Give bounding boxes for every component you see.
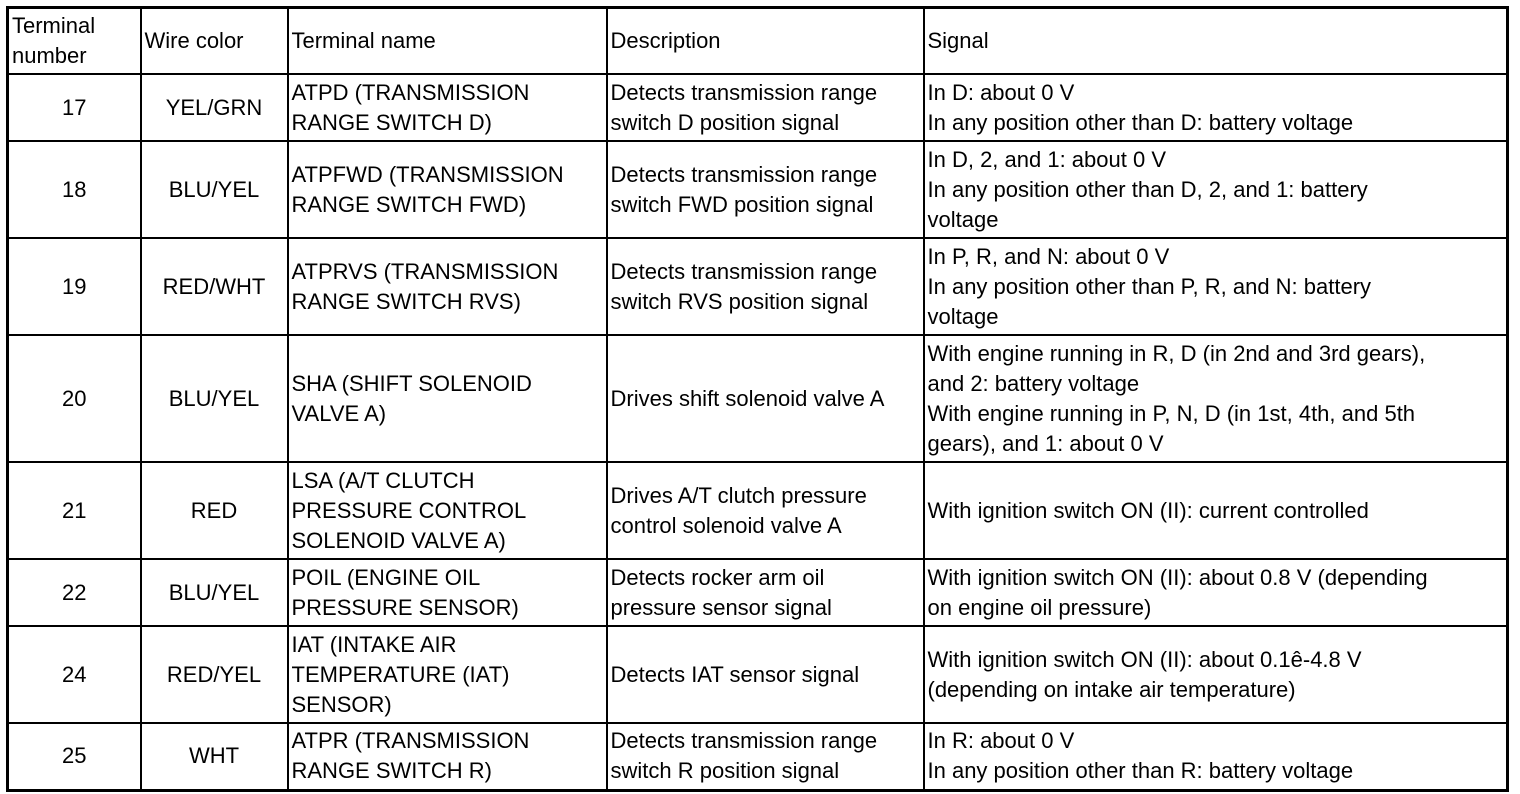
cell-terminal-name: POIL (ENGINE OIL PRESSURE SENSOR): [288, 559, 607, 626]
cell-signal: In R: about 0 V In any position other than R: battery voltage: [924, 723, 1508, 790]
cell-signal: With ignition switch ON (II): about 0.1ê-4.8 V (depending on intake air temperature): [924, 626, 1508, 723]
cell-terminal-number: 21: [8, 462, 141, 559]
cell-signal: In D, 2, and 1: about 0 V In any position other than D, 2, and 1: battery voltage: [924, 141, 1508, 238]
cell-description: Detects transmission range switch FWD position signal: [607, 141, 924, 238]
cell-wire-color: YEL/GRN: [141, 74, 288, 141]
cell-signal: With ignition switch ON (II): about 0.8 V (depending on engine oil pressure): [924, 559, 1508, 626]
cell-terminal-number: 22: [8, 559, 141, 626]
cell-wire-color: BLU/YEL: [141, 141, 288, 238]
table-row: [8, 238, 1508, 335]
cell-terminal-number: 19: [8, 238, 141, 335]
cell-terminal-number: 20: [8, 335, 141, 462]
cell-description: Drives A/T clutch pressure control solenoid valve A: [607, 462, 924, 559]
cell-wire-color: RED: [141, 462, 288, 559]
cell-signal: In P, R, and N: about 0 V In any position other than P, R, and N: battery voltage: [924, 238, 1508, 335]
table-row: [8, 559, 1508, 626]
header-signal: Signal: [924, 8, 1508, 75]
cell-description: Detects IAT sensor signal: [607, 626, 924, 723]
header-terminal-number: Terminal number: [8, 8, 141, 75]
cell-terminal-name: ATPR (TRANSMISSION RANGE SWITCH R): [288, 723, 607, 790]
cell-terminal-number: 18: [8, 141, 141, 238]
cell-terminal-name: ATPRVS (TRANSMISSION RANGE SWITCH RVS): [288, 238, 607, 335]
cell-terminal-name: ATPD (TRANSMISSION RANGE SWITCH D): [288, 74, 607, 141]
cell-terminal-name: LSA (A/T CLUTCH PRESSURE CONTROL SOLENOID VALVE A): [288, 462, 607, 559]
cell-terminal-name: ATPFWD (TRANSMISSION RANGE SWITCH FWD): [288, 141, 607, 238]
cell-terminal-number: 17: [8, 74, 141, 141]
cell-description: Detects transmission range switch R position signal: [607, 723, 924, 790]
header-terminal-name: Terminal name: [288, 8, 607, 75]
cell-signal: With ignition switch ON (II): current controlled: [924, 462, 1508, 559]
table-row: [8, 723, 1508, 790]
cell-description: Detects transmission range switch RVS position signal: [607, 238, 924, 335]
table-row: [8, 335, 1508, 462]
table-header-row: [8, 8, 1508, 75]
cell-signal: With engine running in R, D (in 2nd and 3rd gears), and 2: battery voltage With engine running in P, N, D (in 1st, 4th, and 5th gears), and 1: about 0 V: [924, 335, 1508, 462]
cell-terminal-number: 25: [8, 723, 141, 790]
header-description: Description: [607, 8, 924, 75]
cell-description: Detects transmission range switch D position signal: [607, 74, 924, 141]
table-row: [8, 626, 1508, 723]
cell-description: Drives shift solenoid valve A: [607, 335, 924, 462]
cell-wire-color: WHT: [141, 723, 288, 790]
cell-wire-color: RED/YEL: [141, 626, 288, 723]
cell-terminal-name: SHA (SHIFT SOLENOID VALVE A): [288, 335, 607, 462]
cell-terminal-name: IAT (INTAKE AIR TEMPERATURE (IAT) SENSOR): [288, 626, 607, 723]
table-row: [8, 462, 1508, 559]
cell-terminal-number: 24: [8, 626, 141, 723]
table-row: [8, 141, 1508, 238]
terminal-table-container: [6, 6, 1506, 792]
terminal-table: [6, 6, 1509, 792]
cell-wire-color: RED/WHT: [141, 238, 288, 335]
cell-wire-color: BLU/YEL: [141, 559, 288, 626]
cell-signal: In D: about 0 V In any position other than D: battery voltage: [924, 74, 1508, 141]
table-row: [8, 74, 1508, 141]
cell-wire-color: BLU/YEL: [141, 335, 288, 462]
header-wire-color: Wire color: [141, 8, 288, 75]
cell-description: Detects rocker arm oil pressure sensor signal: [607, 559, 924, 626]
